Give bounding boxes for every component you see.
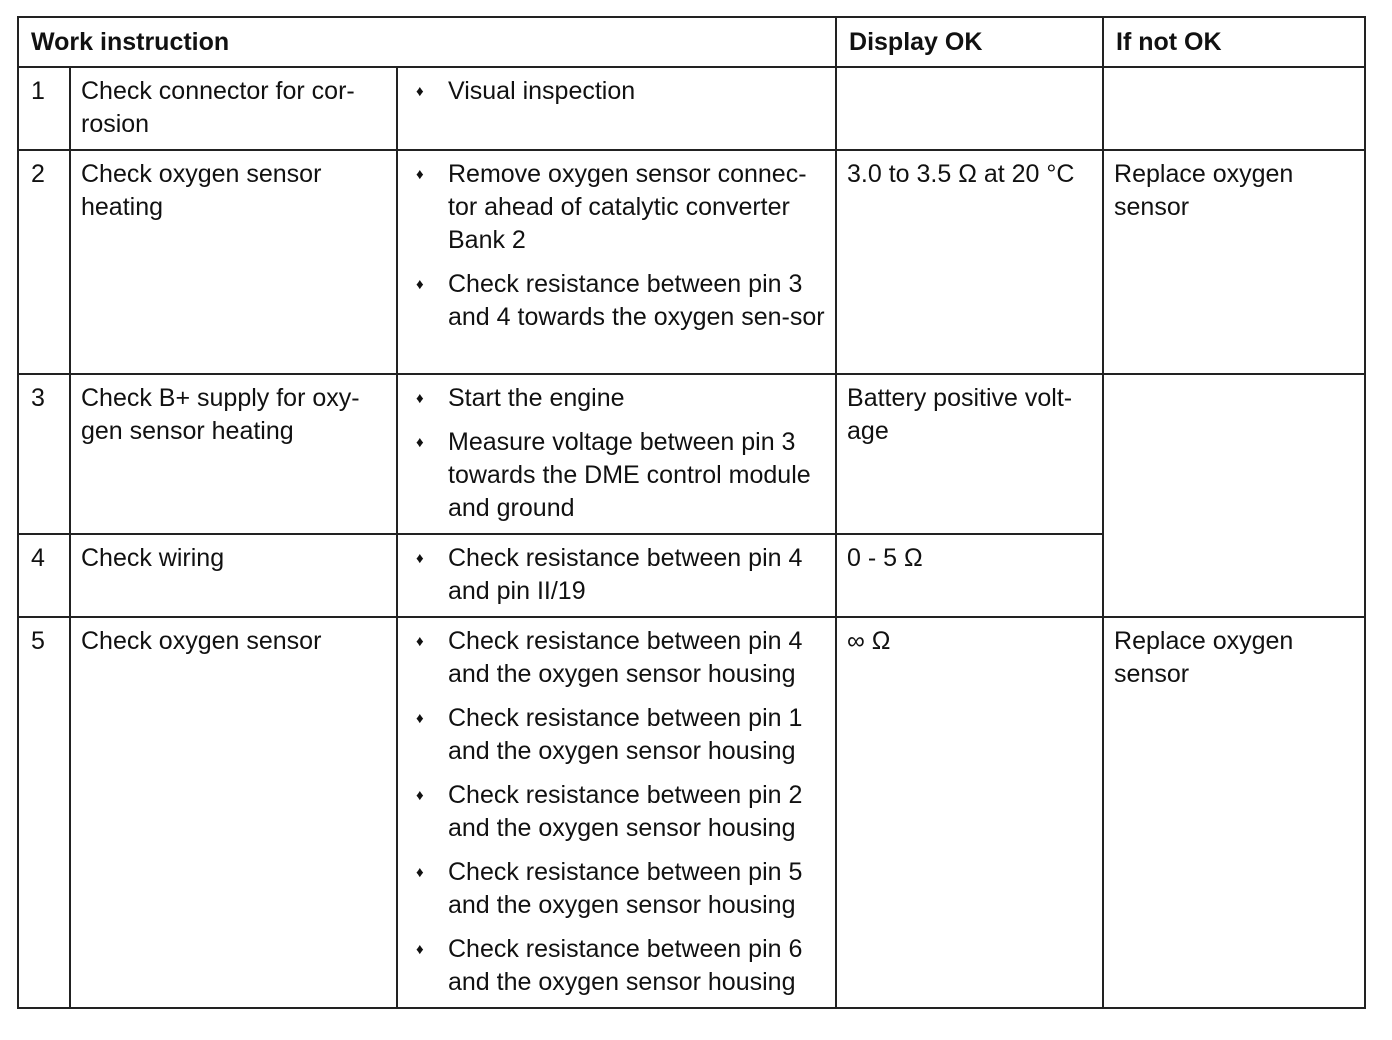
procedure-step: Check resistance between pin 3 and 4 towards the oxygen sen-sor	[448, 270, 825, 331]
header-row	[18, 17, 1365, 67]
bullet-icon: ♦	[416, 276, 424, 293]
check-description: Check connector for cor-rosion	[70, 67, 397, 150]
bullet-icon: ♦	[416, 941, 424, 958]
list-item	[408, 158, 825, 257]
bullet-icon: ♦	[416, 166, 424, 183]
table-row	[18, 617, 1365, 1008]
list-item	[408, 625, 825, 691]
check-description: Check B+ supply for oxy-gen sensor heating	[70, 374, 397, 534]
procedure-step: Check resistance between pin 2 and the oxygen sensor housing	[448, 781, 803, 842]
if-not-ok-action	[1103, 67, 1365, 150]
step-number: 3	[18, 374, 70, 534]
if-not-ok-action: Replace oxygen sensor	[1103, 617, 1365, 1008]
table-row	[18, 374, 1365, 534]
list-item	[408, 702, 825, 768]
list-item	[408, 856, 825, 922]
table-row	[18, 150, 1365, 374]
list-item	[408, 75, 825, 108]
bullet-icon: ♦	[416, 550, 424, 567]
procedure-step: Check resistance between pin 5 and the oxygen sensor housing	[448, 858, 803, 919]
procedure-step: Start the engine	[448, 384, 625, 412]
if-not-ok-action: Replace oxygen sensor	[1103, 150, 1365, 374]
check-description: Check wiring	[70, 534, 397, 617]
list-item	[408, 382, 825, 415]
display-ok-value: Battery positive volt-age	[836, 374, 1103, 534]
check-description: Check oxygen sensor heating	[70, 150, 397, 374]
table-row	[18, 67, 1365, 150]
procedure-step: Check resistance between pin 6 and the oxygen sensor housing	[448, 935, 803, 996]
procedure-step: Remove oxygen sensor connec-tor ahead of catalytic converter Bank 2	[448, 160, 807, 254]
step-number: 4	[18, 534, 70, 617]
procedure-step: Check resistance between pin 4 and the oxygen sensor housing	[448, 627, 803, 688]
work-instruction-table	[17, 16, 1366, 1009]
if-not-ok-action	[1103, 374, 1365, 617]
procedure-cell	[397, 374, 836, 534]
procedure-cell	[397, 617, 836, 1008]
step-number: 1	[18, 67, 70, 150]
step-number: 5	[18, 617, 70, 1008]
procedure-cell	[397, 534, 836, 617]
bullet-icon: ♦	[416, 83, 424, 100]
list-item	[408, 268, 825, 334]
header-display-ok: Display OK	[836, 17, 1103, 67]
bullet-icon: ♦	[416, 864, 424, 881]
procedure-cell	[397, 150, 836, 374]
step-number: 2	[18, 150, 70, 374]
procedure-step: Check resistance between pin 4 and pin II/19	[448, 544, 803, 605]
header-if-not-ok: If not OK	[1103, 17, 1365, 67]
display-ok-value: 3.0 to 3.5 Ω at 20 °C	[836, 150, 1103, 374]
bullet-icon: ♦	[416, 710, 424, 727]
procedure-cell	[397, 67, 836, 150]
procedure-step: Measure voltage between pin 3 towards the DME control module and ground	[448, 428, 811, 522]
procedure-step: Check resistance between pin 1 and the oxygen sensor housing	[448, 704, 803, 765]
bullet-icon: ♦	[416, 633, 424, 650]
procedure-step: Visual inspection	[448, 77, 636, 105]
list-item	[408, 426, 825, 525]
check-description: Check oxygen sensor	[70, 617, 397, 1008]
header-work-instruction: Work instruction	[18, 17, 836, 67]
bullet-icon: ♦	[416, 434, 424, 451]
display-ok-value: ∞ Ω	[836, 617, 1103, 1008]
bullet-icon: ♦	[416, 390, 424, 407]
list-item	[408, 542, 825, 608]
list-item	[408, 779, 825, 845]
display-ok-value: 0 - 5 Ω	[836, 534, 1103, 617]
bullet-icon: ♦	[416, 787, 424, 804]
list-item	[408, 933, 825, 999]
display-ok-value	[836, 67, 1103, 150]
